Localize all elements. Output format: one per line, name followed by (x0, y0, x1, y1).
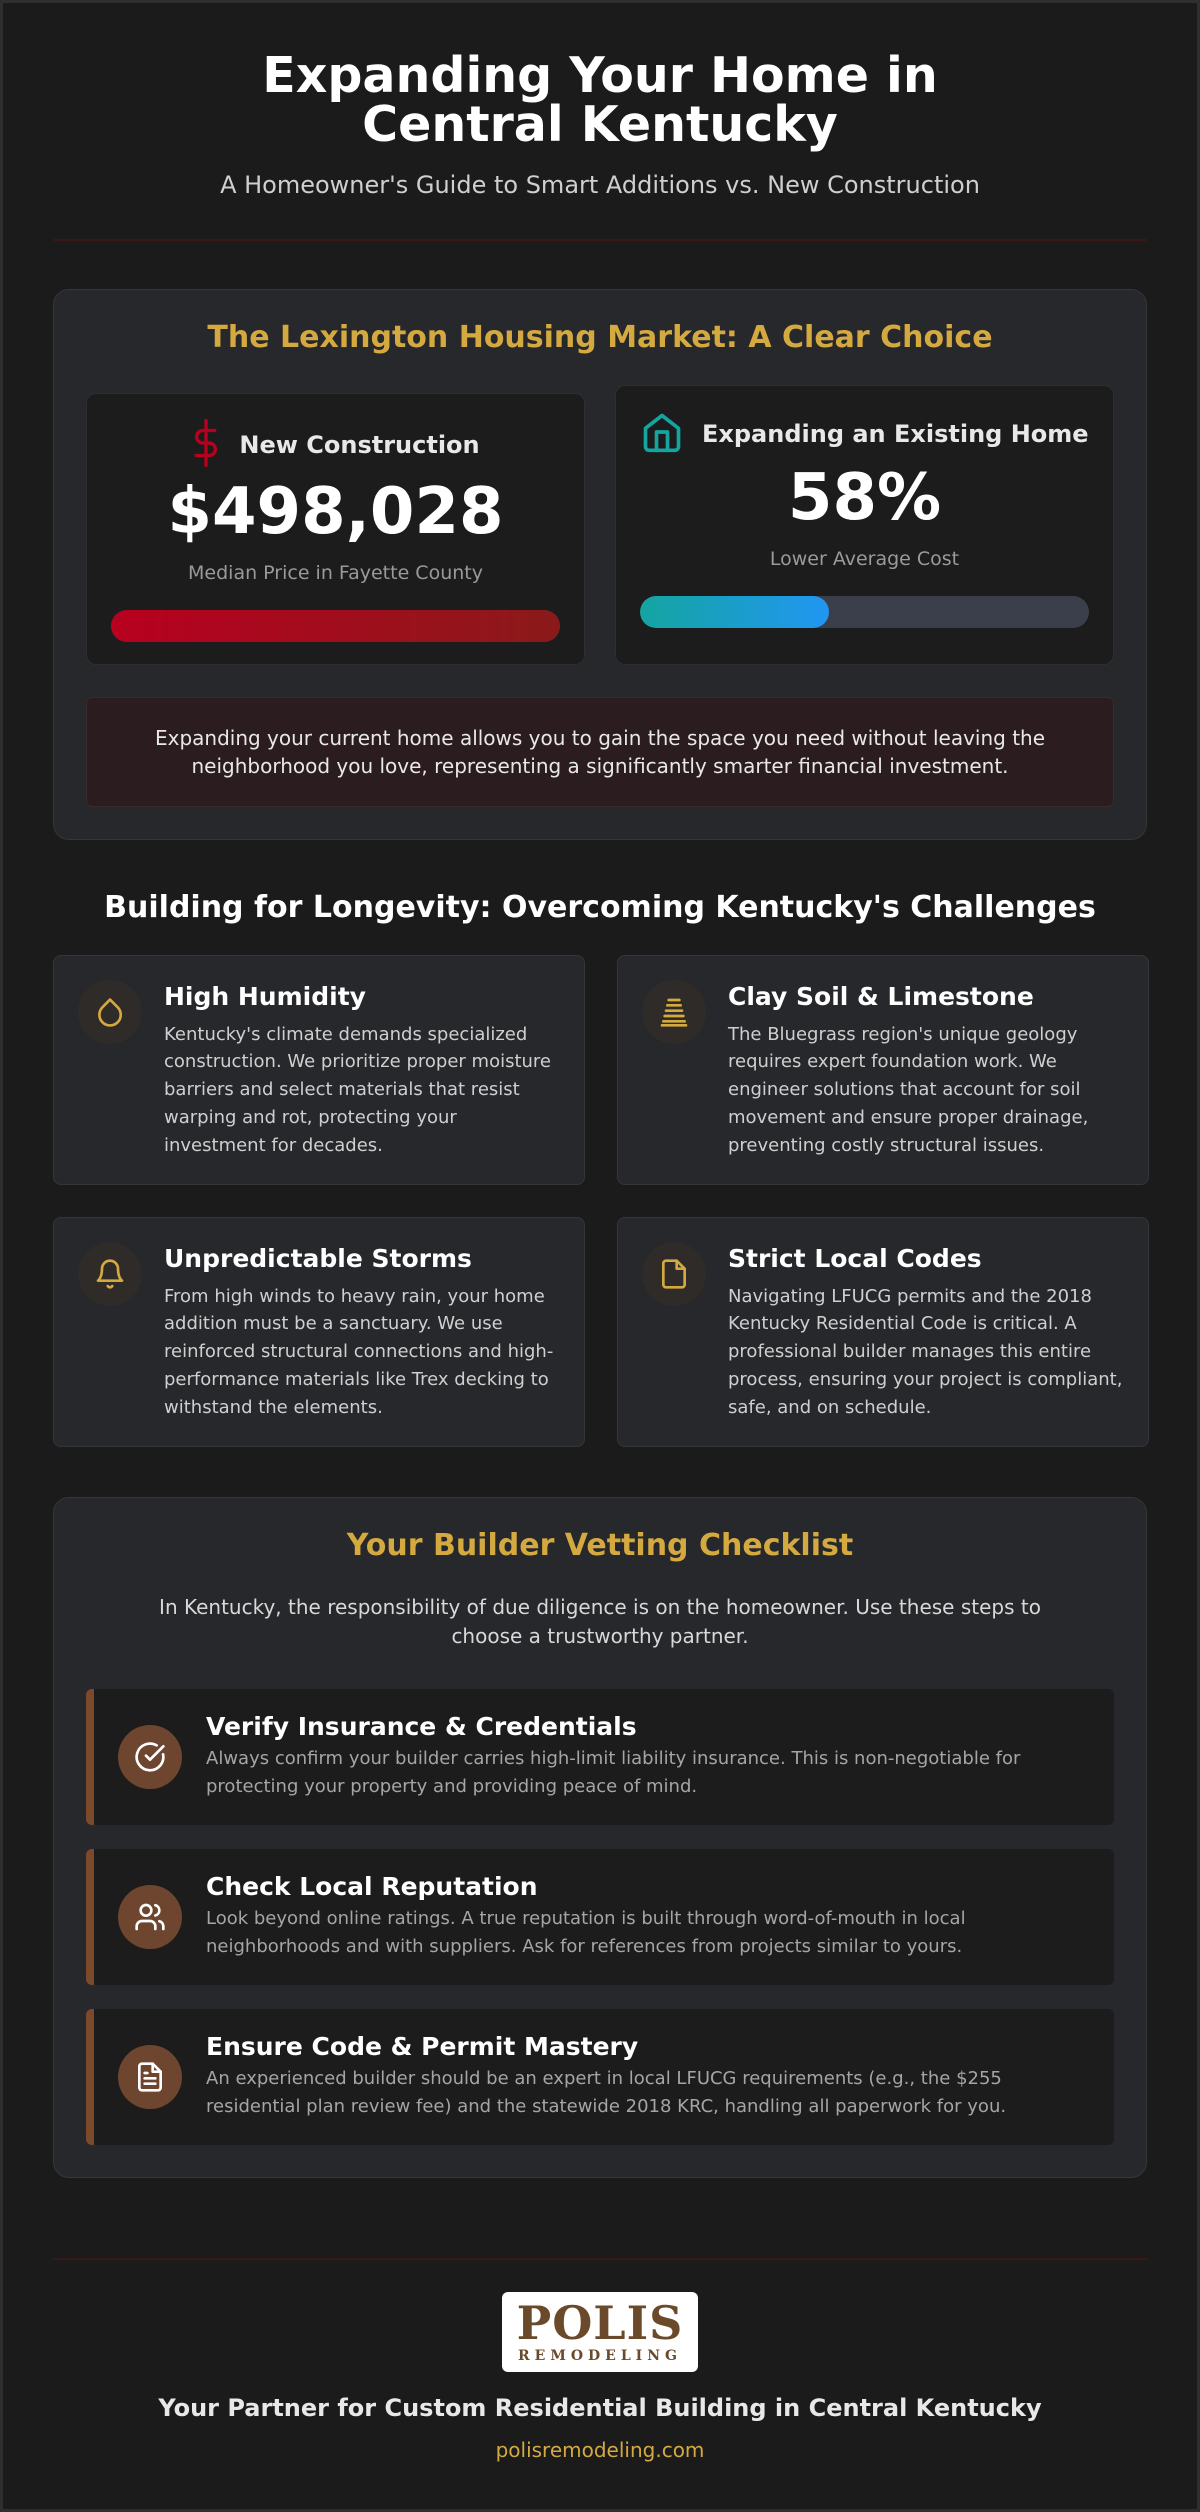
challenge-text: Kentucky's climate demands specialized construction. We prioritize proper moisture barriers and select materials that resist warping and rot, protecting your investment for decades. (164, 1023, 551, 1157)
users-icon (118, 1885, 182, 1949)
stat-value: 58% (787, 461, 942, 535)
checklist-body (206, 1872, 1090, 1961)
checklist-item-reputation (86, 1849, 1114, 1985)
progress-bar (640, 596, 1089, 628)
challenge-body (164, 1242, 560, 1422)
header (53, 3, 1147, 199)
file-text-icon (118, 2045, 182, 2109)
page-title: Expanding Your Home in Central Kentucky (262, 47, 938, 153)
logo-subtext: REMODELING (518, 2347, 682, 2364)
challenge-card-soil (617, 955, 1149, 1185)
footer-divider (53, 2258, 1147, 2260)
progress-bar-fill (111, 610, 560, 642)
challenge-body (728, 980, 1124, 1160)
stat-caption: Median Price in Fayette County (188, 561, 483, 584)
checklist-section (53, 1497, 1147, 2178)
challenge-body (164, 980, 560, 1160)
checklist-body (206, 2032, 1090, 2121)
challenge-grid (53, 955, 1147, 1447)
checklist-item-insurance (86, 1689, 1114, 1825)
checklist-item-text: An experienced builder should be an expert in local LFUCG requirements (e.g., the $255 residential plan review fee) and the statewide 2018 KRC, handling all paperwork for you. (206, 2068, 1007, 2118)
stat-head (111, 418, 560, 472)
stat-head (640, 410, 1089, 458)
home-icon (640, 410, 684, 458)
stat-value: $498,028 (167, 475, 504, 549)
stat-caption: Lower Average Cost (769, 547, 960, 570)
challenge-text: From high winds to heavy rain, your home addition must be a sanctuary. We use reinforced structural connections and high-performance materials like Trex decking to withstand the elements. (164, 1285, 554, 1419)
challenge-name: Unpredictable Storms (164, 1243, 472, 1273)
stat-label: Expanding an Existing Home (702, 419, 1089, 448)
market-section (53, 289, 1147, 840)
challenges-title: Building for Longevity: Overcoming Kentucky's Challenges (104, 889, 1096, 925)
checklist-intro: In Kentucky, the responsibility of due diligence is on the homeowner. Use these steps to choose a trustworthy partner. (159, 1594, 1041, 1648)
header-divider (53, 239, 1147, 241)
dollar-icon (191, 418, 221, 472)
challenge-card-codes (617, 1217, 1149, 1447)
challenge-text: Navigating LFUCG permits and the 2018 Kentucky Residential Code is critical. A professional builder manages this entire process, ensuring your project is compliant, safe, and on schedule. (728, 1285, 1123, 1419)
check-circle-icon (118, 1725, 182, 1789)
challenge-text: The Bluegrass region's unique geology requires expert foundation work. We engineer solutions that account for soil movement and ensure proper drainage, preventing costly structural issues. (728, 1023, 1089, 1157)
logo-word: POLIS (516, 2295, 684, 2350)
checklist-item-name: Verify Insurance & Credentials (206, 1712, 637, 1742)
checklist-title: Your Builder Vetting Checklist (346, 1527, 854, 1563)
layers-icon (642, 980, 706, 1044)
footer-tagline: Your Partner for Custom Residential Building in Central Kentucky (158, 2393, 1042, 2422)
checklist-item-permits (86, 2009, 1114, 2145)
stat-row (86, 385, 1114, 665)
polis-logo (502, 2292, 698, 2372)
checklist-body (206, 1712, 1090, 1801)
challenge-name: Strict Local Codes (728, 1243, 982, 1273)
market-title: The Lexington Housing Market: A Clear Choice (207, 320, 993, 355)
challenge-card-humidity (53, 955, 585, 1185)
progress-bar-fill (640, 596, 829, 628)
checklist-item-name: Ensure Code & Permit Mastery (206, 2032, 639, 2062)
market-note: Expanding your current home allows you to gain the space you need without leaving the neighborhood you love, representing a significantly smarter financial investment. (86, 697, 1114, 807)
challenge-card-storms (53, 1217, 585, 1447)
stat-card-new-construction (86, 393, 585, 665)
challenge-body (728, 1242, 1124, 1422)
stat-card-expanding (615, 385, 1114, 665)
page-subtitle: A Homeowner's Guide to Smart Additions vs. New Construction (220, 171, 980, 199)
checklist-item-text: Look beyond online ratings. A true reputation is built through word-of-mouth in local neighborhoods and with suppliers. Ask for references from projects similar to yours. (206, 1908, 966, 1958)
bell-icon (78, 1242, 142, 1306)
footer-website-link[interactable]: polisremodeling.com (495, 2437, 705, 2462)
document-icon (642, 1242, 706, 1306)
checklist-item-text: Always confirm your builder carries high-limit liability insurance. This is non-negotiable for protecting your property and providing peace of mind. (206, 1748, 1021, 1798)
footer (53, 2258, 1147, 2462)
stat-label: New Construction (239, 430, 480, 459)
droplet-icon (78, 980, 142, 1044)
progress-bar (111, 610, 560, 642)
checklist-item-name: Check Local Reputation (206, 1872, 538, 1902)
challenge-name: Clay Soil & Limestone (728, 981, 1034, 1011)
challenge-name: High Humidity (164, 981, 366, 1011)
